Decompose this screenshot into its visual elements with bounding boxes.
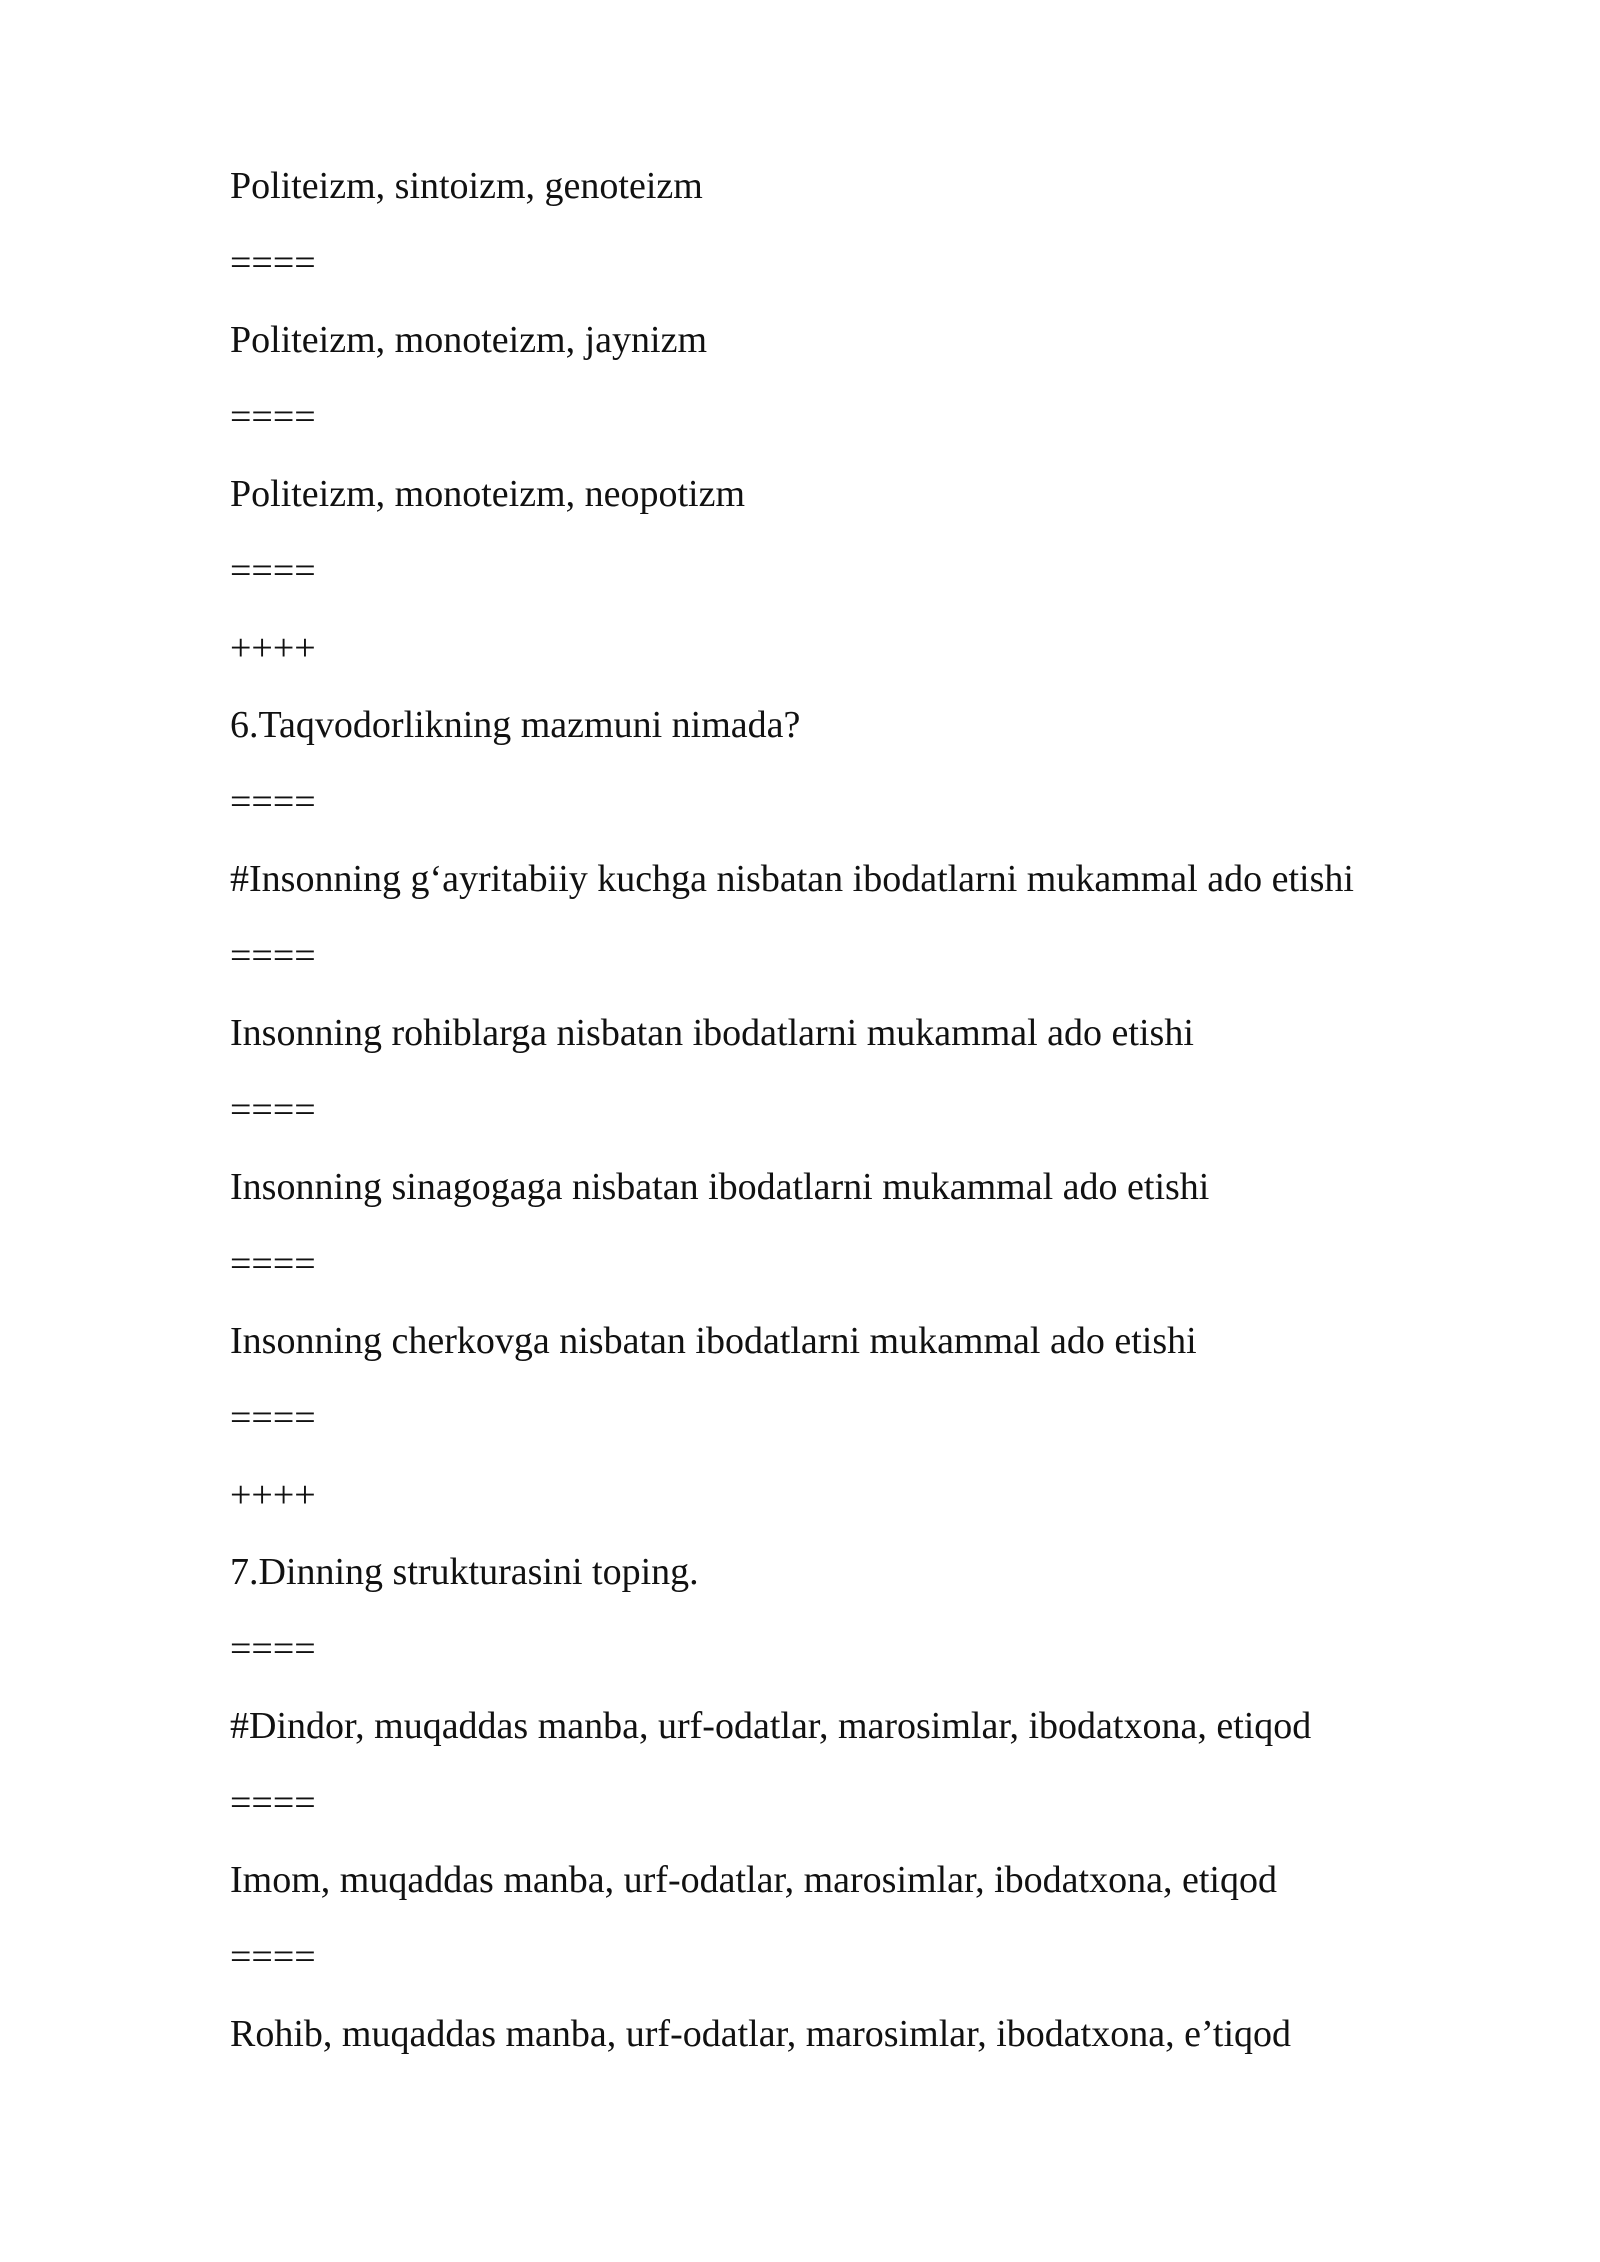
separator: ====: [230, 550, 316, 592]
separator: ====: [230, 781, 316, 823]
answer-option: Insonning sinagogaga nisbatan ibodatlarni mukammal ado etishi: [230, 1166, 1210, 1208]
correct-answer-option: #Insonning g‘ayritabiiy kuchga nisbatan ibodatlarni mukammal ado etishi: [230, 858, 1354, 900]
separator: ====: [230, 935, 316, 977]
separator: ====: [230, 1628, 316, 1670]
answer-option: Insonning cherkovga nisbatan ibodatlarni mukammal ado etishi: [230, 1320, 1197, 1362]
correct-answer-option: #Dindor, muqaddas manba, urf-odatlar, marosimlar, ibodatxona, etiqod: [230, 1705, 1312, 1747]
answer-option: Politeizm, sintoizm, genoteizm: [230, 165, 703, 207]
document-body: [230, 148, 1470, 2073]
answer-option: Imom, muqaddas manba, urf-odatlar, marosimlar, ibodatxona, etiqod: [230, 1859, 1277, 1901]
separator: ====: [230, 1782, 316, 1824]
separator: ====: [230, 1936, 316, 1978]
answer-option: Insonning rohiblarga nisbatan ibodatlarni mukammal ado etishi: [230, 1012, 1194, 1054]
question-delimiter: ++++: [230, 1474, 316, 1516]
separator: ====: [230, 1397, 316, 1439]
separator: ====: [230, 242, 316, 284]
separator: ====: [230, 1089, 316, 1131]
answer-option: Politeizm, monoteizm, neopotizm: [230, 473, 746, 515]
question-6: 6.Taqvodorlikning mazmuni nimada?: [230, 704, 801, 746]
answer-option: Politeizm, monoteizm, jaynizm: [230, 319, 708, 361]
separator: ====: [230, 1243, 316, 1285]
answer-option: Rohib, muqaddas manba, urf-odatlar, marosimlar, ibodatxona, e’tiqod: [230, 2013, 1292, 2055]
separator: ====: [230, 396, 316, 438]
question-7: 7.Dinning strukturasini toping.: [230, 1551, 699, 1593]
question-delimiter: ++++: [230, 627, 316, 669]
